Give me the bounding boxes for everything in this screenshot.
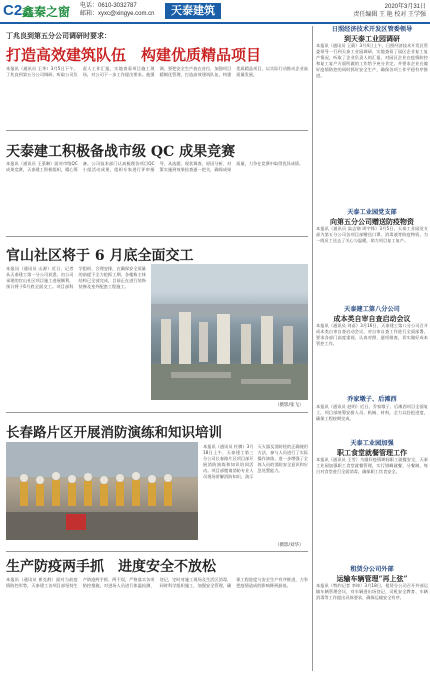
news-sidebar bbox=[316, 26, 428, 671]
editor-credits: 责任编辑 王 艳 校对 王学强 bbox=[353, 12, 426, 18]
sidebar-item-title: 天泰建工第八分公司 bbox=[344, 306, 400, 313]
sidebar-item-body: 本报讯（特约记者 李坤）3月18日，租赁分公司召开外部运输车辆管理会议，对车辆进出场登记、司机安全教育、车辆消毒等工作提出具体要求，确保运输安全有序。 bbox=[316, 583, 428, 600]
qc-article-headline: 天泰建工积极备战市级 QC 成果竞赛 bbox=[6, 144, 236, 160]
construction-aerial-photo bbox=[151, 264, 308, 400]
divider bbox=[6, 130, 308, 131]
sidebar-item bbox=[316, 209, 428, 289]
guanshan-article-headline: 官山社区将于 6 月底全面交工 bbox=[6, 248, 194, 264]
page-number: C2 bbox=[3, 2, 23, 19]
top-article-body: 本报讯（通讯员 王华）3月5日下午，丁兆良到第五分公司调研，听取公司负责人工作汇报，实地查看项目施工现场，对公司下一步工作提出要求。他强调，要把安全生产放在首位，加强项目精细化管理，打造高效建筑队伍，构建优质精品项目，以实际行动推动企业高质量发展。 bbox=[6, 66, 308, 77]
page-header bbox=[0, 0, 430, 24]
epidemic-article-body: 本报讯（通讯员 崔克群）面对当前疫情防控形势，天泰建工各项目部坚持生产防疫两手抓、两不误，严格落实各项防控措施，对进场人员进行体温检测、登记，定时对施工现场及生活区消毒，同时科学组织施工，加强安全管理，确保工程进度与安全生产有序推进，力争把疫情造成的影响降到最低。 bbox=[6, 577, 308, 588]
sidebar-item bbox=[316, 306, 428, 396]
issue-date: 2020年3月31日 bbox=[384, 4, 426, 10]
fire-drill-article-headline: 长春路片区开展消防演练和知识培训 bbox=[6, 425, 222, 441]
sidebar-item-title: 天泰工业园加强 bbox=[350, 440, 394, 447]
contact-info bbox=[80, 2, 154, 18]
workers-illustration bbox=[6, 442, 198, 540]
sidebar-item-subtitle: 运输车辆管理“再上弦” bbox=[336, 574, 408, 583]
sidebar-item-body: 本报讯（通讯员 王葳）3月4日上午，日照经济技术开发区管委领导一行到天泰工业园调研，实地查看了园区企业复工复产情况，听取了企业负责人的汇报，对园区企业在疫情防控和复工复产方面所做的工作给予充分肯定，并要求企业在做好疫情防控的同时抓好安全生产，确保各项工作平稳有序推进。 bbox=[316, 43, 428, 78]
fire-drill-article-body: 本报讯（通讯员 杜腾）3月18日上午，天泰建工第三分公司长春路片区项目部开展消防演练和知识培训活动。项目部邀请消防专业人员现场讲解消防知识，演示灭火器及消防栓的正确使用方法，参与人员进行了实际操作演练，进一步增强了全体人员的消防安全意识和应急处置能力。 bbox=[203, 444, 308, 479]
sidebar-item-title: 天泰工业园党支部 bbox=[347, 209, 397, 216]
sidebar-item-title: 租赁分公司外部 bbox=[350, 566, 394, 573]
sidebar-item-title: 日照经济技术开发区管委领导 bbox=[331, 26, 413, 33]
top-article-headline: 打造高效建筑队伍 构建优质精品项目 bbox=[6, 46, 262, 64]
sidebar-item-subtitle: 到天泰工业园调研 bbox=[344, 34, 400, 43]
sidebar-item bbox=[316, 396, 428, 436]
sidebar-item-body: 本报讯（通讯员 王雪）为做好疫情期间职工就餐安全，天泰工业园加强职工食堂就餐管理，实行错峰就餐、分餐制，每日对食堂进行全面消毒，确保职工饮食安全。 bbox=[316, 457, 428, 474]
fire-drill-photo bbox=[6, 442, 198, 540]
contact-phone: 电话：0610-3032787 bbox=[80, 3, 137, 9]
contact-email: 邮箱：xyxc@xingye.com.cn bbox=[80, 11, 155, 17]
buildings-illustration bbox=[151, 264, 308, 400]
sidebar-item-body: 本报讯（通讯员 高志钢 周宇锋）3月5日，天泰工业园党支部为第五分公司各项目部赠送口罩、消毒液等防疫物资，为一线员工送去了关心与温暖，助力项目复工复产。 bbox=[316, 226, 428, 243]
masthead-brand: 鑫秦之窗 bbox=[22, 5, 71, 19]
section-tag: 天泰建筑 bbox=[165, 3, 221, 19]
top-article-kicker: 丁兆良到第五分公司调研时要求： bbox=[6, 32, 111, 40]
header-meta bbox=[353, 3, 426, 19]
sidebar-item-body: 本报讯（通讯员 赵明）近日，乔家墩子、后滩西项目全面复工，项目部统筹安排人员、机械、材料，全力以赴抢进度，确保工程按期完成。 bbox=[316, 404, 428, 421]
column-divider bbox=[312, 26, 313, 671]
divider bbox=[6, 551, 308, 552]
sidebar-item-title: 乔家墩子、后滩西 bbox=[347, 396, 397, 403]
sidebar-item bbox=[316, 566, 428, 671]
sidebar-item-body: 本报讯（通讯员 刘苗）3月16日，天泰建工第八分公司召开成本类自审自查启动会议，对自审自查工作进行全面部署，要求各部门高度重视、认真对照、逐项排查，切实做好成本管控工作。 bbox=[316, 323, 428, 346]
sidebar-item bbox=[316, 440, 428, 560]
sidebar-item-subtitle: 成本类自审自查启动会议 bbox=[333, 314, 411, 323]
sidebar-item bbox=[316, 26, 428, 148]
sidebar-item-subtitle: 职工食堂就餐管理工作 bbox=[337, 448, 407, 457]
epidemic-article-headline: 生产防疫两手抓 进度安全不放松 bbox=[6, 559, 216, 575]
divider bbox=[6, 412, 308, 413]
guanshan-article-body: 本报讯（通讯员 山源）近日，记者从天泰建工第一分公司获悉，由公司承建的官山社区项目施工进展顺利，预计将于6月底全面交工。项目部科学组织、合理安排，在确保安全质量的前提下全力抢抓工期，各楼栋主体结构已全部完成，目前正在进行装饰装修及室外配套工程施工。 bbox=[6, 266, 146, 289]
divider bbox=[6, 236, 308, 237]
qc-article-body: 本报讯（通讯员 王莱琳）面对市级QC成果竞赛，天泰建工积极组织，精心筹备。公司技术部门认真梳理各项目QC小组活动成果，组织专家进行评审指导，从选题、现状调查、原因分析、对策实施到效果检查逐一把关，确保成果质量，力争在竞赛中取得优异成绩。 bbox=[6, 161, 304, 172]
guanshan-photo-caption: （摄影/张飞） bbox=[275, 403, 304, 408]
sidebar-item-subtitle: 向第五分公司赠送防疫物资 bbox=[330, 217, 414, 226]
fire-drill-photo-caption: （摄影/刘华） bbox=[275, 543, 304, 548]
